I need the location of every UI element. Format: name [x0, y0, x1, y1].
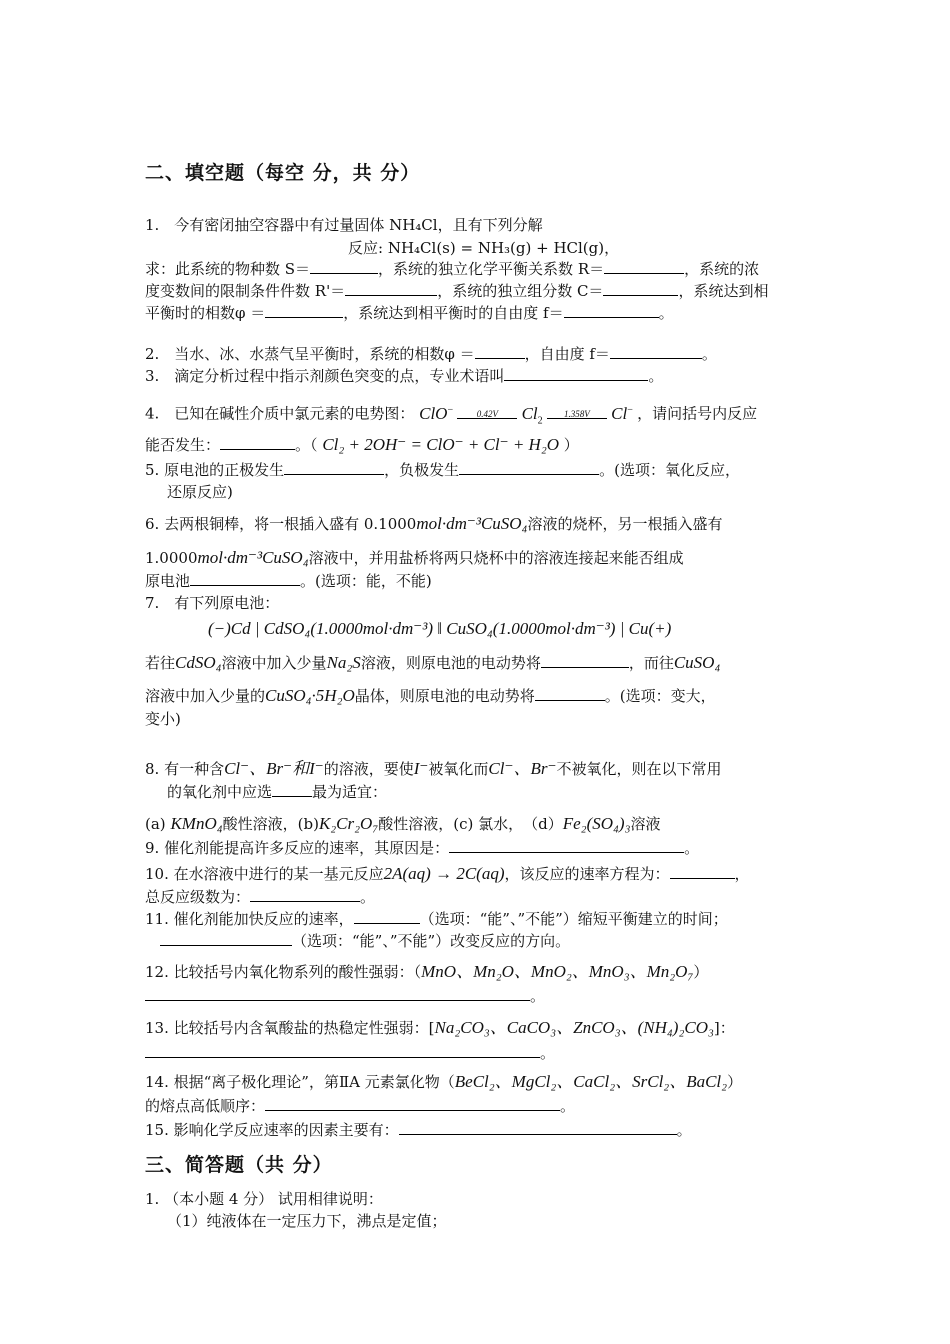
q6-text: 溶液中，并用盐桥将两只烧杯中的溶液连接起来能否组成	[308, 549, 684, 567]
q14-line1	[145, 1072, 808, 1092]
answer-blank[interactable]	[272, 782, 312, 797]
q12-line1	[145, 962, 808, 982]
species-cl2: Cl	[521, 403, 538, 423]
q6-line1	[145, 514, 808, 534]
fe2so43: Fe₂(SO₄)₃	[562, 814, 631, 833]
answer-blank[interactable]	[345, 281, 437, 296]
potential-2: 1.358V	[564, 408, 590, 419]
q1-text: ，系统的独立组分数 C＝	[437, 282, 604, 300]
q7-text: 溶液，则原电池的电动势将	[360, 654, 541, 672]
q8-line2	[145, 782, 808, 802]
cuso4-hydrate: CuSO₄·5H₂O	[265, 686, 355, 705]
answer-blank[interactable]	[564, 303, 659, 318]
q1-line2: 反应: NH₄Cl(s) = NH₃(g) + HCl(g)，	[348, 239, 620, 257]
k2cr2o7: K₂Cr₂O₇	[318, 814, 379, 833]
q4-text: 能否发生：	[145, 436, 221, 454]
q1-text: 求：此系统的物种数 S＝	[145, 260, 311, 278]
q15	[145, 1120, 808, 1140]
q1-text: 。	[658, 304, 674, 322]
q10-text: ，该反应的速率方程为：	[504, 865, 670, 883]
q6-unit: mol·dm⁻³CuSO₄	[416, 514, 528, 533]
answer-blank[interactable]	[504, 366, 648, 381]
cdso4: CdSO₄	[175, 653, 222, 672]
q7-line5: 变小)	[145, 710, 181, 728]
q5-text: 5. 原电池的正极发生	[145, 461, 285, 479]
s3-q1-line1: 1. （本小题 4 分） 试用相律说明：	[145, 1190, 383, 1208]
q6-text: 。(选项：能，不能)	[300, 572, 432, 590]
species-cl-minus: Cl	[611, 403, 628, 423]
answer-blank[interactable]	[459, 460, 599, 475]
q7-text: ，而往	[628, 654, 674, 672]
q7-text: 晶体，则原电池的电动势将	[354, 687, 535, 705]
q1-text: 平衡时的相数φ ＝	[145, 304, 266, 322]
q5-line2: 还原反应)	[167, 483, 233, 501]
q5-text: ，负极发生	[384, 461, 460, 479]
q8-ions: Cl⁻、Br⁻和I⁻	[224, 759, 324, 778]
q4-text: ）	[563, 436, 579, 454]
q9-text: 。	[684, 839, 700, 857]
q3-text: 。	[648, 367, 664, 385]
answer-blank[interactable]	[449, 838, 684, 853]
q2-text: ，自由度 f＝	[524, 345, 610, 363]
q9	[145, 838, 808, 858]
q7-text: 溶液中加入少量	[221, 654, 327, 672]
q14-text: 14. 根据“离子极化理论”，第ⅡA 元素氯化物（	[145, 1073, 455, 1091]
q13-line1	[145, 1018, 808, 1038]
q8-ions2: Cl⁻、Br⁻	[488, 759, 557, 778]
q10-text: ，	[734, 865, 750, 883]
q3-text: 3. 滴定分析过程中指示剂颜色突变的点，专业术语叫	[145, 367, 505, 385]
q7-text: 溶液中加入少量的	[145, 687, 266, 705]
q11-text: （选项：“能”、”不能”）改变反应的方向。	[292, 932, 571, 950]
q7-text: 。(选项：变大，	[604, 687, 716, 705]
answer-blank[interactable]	[284, 460, 384, 475]
answer-blank[interactable]	[535, 686, 605, 701]
q8-text: 的氧化剂中应选	[167, 783, 273, 801]
q4-text: 。（	[295, 436, 318, 454]
q14-text: ）	[727, 1073, 743, 1091]
q9-text: 9. 催化剂能提高许多反应的速率，其原因是：	[145, 839, 450, 857]
answer-blank[interactable]	[250, 887, 360, 902]
answer-blank[interactable]	[354, 909, 420, 924]
q13-text: 13. 比较括号内含氧酸盐的热稳定性强弱：[	[145, 1019, 435, 1037]
answer-blank[interactable]	[541, 653, 629, 668]
q6-unit: mol·dm⁻³CuSO₄	[197, 548, 309, 567]
answer-blank[interactable]	[670, 864, 735, 879]
answer-blank[interactable]	[160, 931, 292, 946]
q8-text: 酸性溶液，(b)	[222, 815, 319, 833]
q8-line3	[145, 814, 808, 834]
q13-list: Na₂CO₃、CaCO₃、ZnCO₃、(NH₄)₂CO₃	[434, 1018, 714, 1037]
q11-line2	[160, 931, 808, 951]
q11-text: （选项：“能”、”不能”）缩短平衡建立的时间；	[419, 910, 728, 928]
q6-text: 原电池	[145, 572, 191, 590]
q1-line3	[145, 259, 808, 279]
q10-line1	[145, 864, 808, 884]
q8-line1	[145, 759, 808, 779]
q6-text: 1.0000	[145, 549, 198, 567]
section-2-title: 二、填空题（每空 分，共 分）	[145, 162, 421, 184]
answer-blank[interactable]	[475, 344, 525, 359]
q8-text: 溶液	[630, 815, 661, 833]
q7-text: 若往	[145, 654, 176, 672]
q14-text: 的熔点高低顺序：	[145, 1097, 266, 1115]
q4-equation: Cl₂ + 2OH⁻ = ClO⁻ + Cl⁻ + H₂O	[322, 435, 560, 454]
arrow-1	[457, 408, 517, 419]
q6-line2	[145, 548, 808, 568]
answer-blank[interactable]	[610, 344, 702, 359]
q1-text: 度变数间的限制条件件数 R'＝	[145, 282, 346, 300]
q4-text: 4. 已知在碱性介质中氯元素的电势图：	[145, 404, 415, 423]
answer-blank[interactable]	[220, 435, 295, 450]
q10-equation: 2A(aq) → 2C(aq)	[383, 864, 505, 883]
q11-text: 11. 催化剂能加快反应的速率，	[145, 910, 354, 928]
q6-line3	[145, 571, 808, 591]
q12-text: 。	[530, 987, 546, 1005]
q1-text: ，系统的独立化学平衡关系数 R＝	[378, 260, 605, 278]
q1-line1: 1. 今有密闭抽空容器中有过量固体 NH₄Cl，且有下列分解	[145, 216, 543, 234]
q8-text: 不被氧化，则在以下常用	[556, 760, 722, 778]
q6-text: 6. 去两根铜棒，将一根插入盛有 0.1000	[145, 515, 417, 533]
q4-line1	[145, 400, 808, 431]
q6-text: 溶液的烧杯，另一根插入盛有	[527, 515, 723, 533]
answer-blank[interactable]	[145, 986, 530, 1001]
species-clo: ClO	[419, 403, 448, 423]
q2-text: 。	[701, 345, 717, 363]
q4-text: ，请问括号内反应	[637, 404, 758, 423]
s3-q1-line2: （1）纯液体在一定压力下，沸点是定值；	[167, 1212, 447, 1230]
q8-text: 被氧化而	[428, 760, 489, 778]
potential-1: 0.42V	[476, 408, 498, 419]
q8-iodide: I⁻	[413, 759, 429, 778]
q12-text: 12. 比较括号内氧化物系列的酸性强弱：（	[145, 963, 422, 981]
q10-text: 10. 在水溶液中进行的某一基元反应	[145, 865, 384, 883]
answer-blank[interactable]	[265, 303, 343, 318]
q8-text: 最为适宜：	[312, 783, 388, 801]
q14-text: 。	[560, 1097, 576, 1115]
na2s: Na₂S	[326, 653, 361, 672]
q2-text: 2. 当水、冰、水蒸气呈平衡时，系统的相数φ ＝	[145, 345, 475, 363]
q1-text: ，系统的浓	[684, 260, 760, 278]
q14-line2	[145, 1096, 808, 1116]
q3	[145, 366, 808, 386]
answer-blank[interactable]	[145, 1043, 540, 1058]
q12-list: MnO、Mn₂O、MnO₂、MnO₃、Mn₂O₇	[421, 962, 694, 981]
q5-line1	[145, 460, 808, 480]
q7-line1: 7. 有下列原电池：	[145, 594, 280, 612]
q13-text: 。	[540, 1044, 556, 1062]
q5-text: 。(选项：氧化反应，	[599, 461, 740, 479]
q8-text: 8. 有一种含	[145, 760, 225, 778]
q1-line4	[145, 281, 808, 301]
q14-list: BeCl₂、MgCl₂、CaCl₂、SrCl₂、BaCl₂	[454, 1072, 728, 1091]
q4-line2	[145, 435, 808, 455]
q13-text: ]：	[713, 1019, 735, 1037]
q2	[145, 344, 808, 364]
q7-cell: (−)Cd | CdSO₄(1.0000mol·dm⁻³) ‖ CuSO₄(1.0000mol·dm⁻³) | Cu(+)	[208, 619, 672, 638]
cuso4: CuSO₄	[673, 653, 721, 672]
answer-blank[interactable]	[399, 1120, 677, 1135]
q7-line3	[145, 653, 808, 673]
q10-text: 总反应级数为：	[145, 888, 251, 906]
q12-line2	[145, 986, 808, 1006]
q8-text: (a)	[145, 815, 166, 833]
q10-text: 。	[360, 888, 376, 906]
answer-blank[interactable]	[604, 259, 684, 274]
q7-line4	[145, 686, 808, 706]
q10-line2	[145, 887, 808, 907]
q12-text: ）	[693, 963, 709, 981]
answer-blank[interactable]	[603, 281, 678, 296]
q1-line5	[145, 303, 808, 323]
section-3-title: 三、简答题（共 分）	[145, 1154, 333, 1176]
q1-text: ，系统达到相平衡时的自由度 f＝	[343, 304, 564, 322]
q15-text: 。	[676, 1121, 692, 1139]
q13-line2	[145, 1043, 808, 1063]
answer-blank[interactable]	[190, 571, 300, 586]
q8-text: 酸性溶液，(c) 氯水， （d）	[378, 815, 563, 833]
q11-line1	[145, 909, 808, 929]
arrow-2	[547, 408, 607, 419]
q1-text: ，系统达到相	[678, 282, 769, 300]
kmno4: KMnO₄	[170, 814, 223, 833]
answer-blank[interactable]	[265, 1096, 560, 1111]
q8-text: 的溶液，要使	[323, 760, 414, 778]
q15-text: 15. 影响化学反应速率的因素主要有：	[145, 1121, 399, 1139]
potential-diagram: ClO− 0.42V $Cl_2$ 1.358V Cl−	[419, 403, 633, 427]
answer-blank[interactable]	[310, 259, 378, 274]
